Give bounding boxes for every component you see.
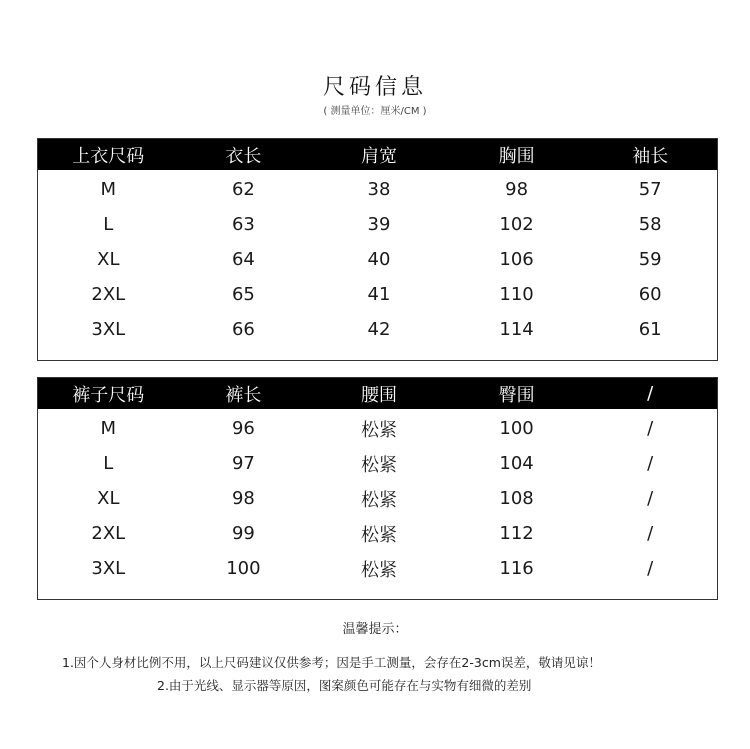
table-cell: 100 [226,558,261,579]
tip-line-1: 1.因个人身材比例不用，以上尺码建议仅供参考；因是手工测量，会存在2-3cm误差，敬请见谅！ [62,655,601,670]
table-cell: 42 [367,319,391,340]
table-row [38,446,717,481]
table-cell: M [100,179,117,200]
table-row [38,411,717,446]
table-body [38,409,717,586]
table-cell: 61 [638,319,662,340]
table-cell: 99 [231,523,255,544]
table-row [38,207,717,242]
table-cell: L [103,453,114,474]
top-size-table [37,138,718,361]
page-title: 尺码信息 [322,75,427,100]
table-cell: 松紧 [360,419,397,441]
table-cell: / [647,558,654,579]
table-cell: 松紧 [360,489,397,511]
table-cell: XL [97,249,120,270]
header-cell: 袖长 [632,145,669,167]
table-row [38,277,717,312]
header-cell: 裤子尺码 [72,384,145,406]
table-cell: 2XL [91,284,126,305]
table-cell: 114 [499,319,534,340]
header-cell: 上衣尺码 [72,145,145,167]
tip-line-2: 2.由于光线、显示器等原因，图案颜色可能存在与实物有细微的差别 [157,678,532,693]
table-cell: 102 [499,214,534,235]
bottom-size-table [37,377,718,600]
table-cell: 110 [499,284,534,305]
table-cell: 59 [638,249,662,270]
table-cell: 松紧 [360,524,397,546]
table-header [38,139,717,170]
table-body [38,170,717,347]
table-cell: / [647,523,654,544]
table-row [38,242,717,277]
table-cell: 62 [231,179,255,200]
table-cell: 松紧 [360,559,397,581]
tips-heading: 温馨提示： [342,622,408,637]
table-cell: 39 [367,214,391,235]
table-row [38,551,717,586]
table-cell: 3XL [91,319,126,340]
table-cell: 57 [638,179,662,200]
table-cell: 松紧 [360,454,397,476]
table-cell: 104 [499,453,534,474]
table-cell: 106 [499,249,534,270]
table-cell: 38 [367,179,391,200]
table-cell: 63 [231,214,255,235]
table-cell: 98 [505,179,529,200]
table-cell: M [100,418,117,439]
header-cell: 臀围 [498,384,535,406]
header-cell: 肩宽 [360,145,397,167]
table-cell: XL [97,488,120,509]
table-cell: L [103,214,114,235]
table-cell: 65 [231,284,255,305]
table-cell: 58 [638,214,662,235]
table-cell: 2XL [91,523,126,544]
table-cell: 98 [231,488,255,509]
table-cell: 3XL [91,558,126,579]
table-cell: / [647,418,654,439]
table-row [38,516,717,551]
table-row [38,312,717,347]
measurement-unit-note: ( 测量单位：厘米/CM ) [323,106,427,117]
table-cell: 60 [638,284,662,305]
table-cell: 112 [499,523,534,544]
table-cell: 100 [499,418,534,439]
table-row [38,172,717,207]
table-cell: 40 [367,249,391,270]
header-cell: 裤长 [225,384,262,406]
header-cell: 衣长 [225,145,262,167]
header-cell: 胸围 [498,145,535,167]
table-cell: 64 [231,249,255,270]
table-cell: 116 [499,558,534,579]
table-cell: / [647,488,654,509]
table-cell: 66 [231,319,255,340]
table-cell: 97 [231,453,255,474]
header-cell: 腰围 [360,384,397,406]
table-cell: / [647,453,654,474]
table-row [38,481,717,516]
table-header [38,378,717,409]
table-cell: 96 [231,418,255,439]
table-cell: 108 [499,488,534,509]
table-cell: 41 [367,284,391,305]
header-cell: / [647,383,654,404]
